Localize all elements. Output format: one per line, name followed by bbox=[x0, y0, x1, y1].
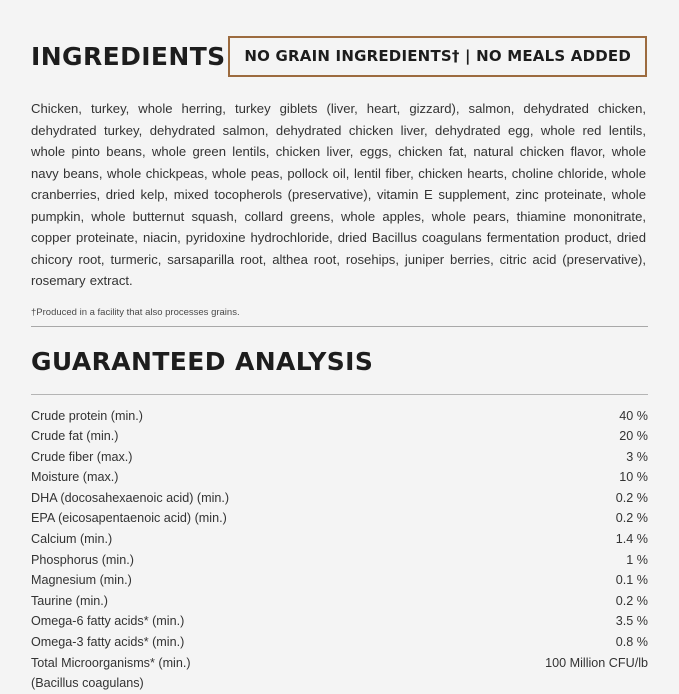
analysis-value: 0.1 % bbox=[615, 573, 648, 588]
analysis-label: Crude fat (min.) bbox=[31, 429, 119, 444]
analysis-label: Crude protein (min.) bbox=[31, 408, 143, 423]
table-row bbox=[31, 426, 648, 447]
analysis-label: DHA (docosahexaenoic acid) (min.) bbox=[31, 490, 230, 505]
analysis-value: 10 % bbox=[619, 470, 648, 485]
ingredients-text: Chicken, turkey, whole herring, turkey giblets (liver, heart, gizzard), salmon, dehydrated chicken, dehydrated turkey, dehydrated salmon, dehydrated chicken liver, dehydrated egg, whole red lentils, whole pinto beans, whole green lentils, chicken liver, eggs, chicken fat, natural chicken flavor, whole navy beans, whole chickpeas, whole peas, pollock oil, lentil fiber, chicken hearts, choline chloride, whole cranberries, dried kelp, mixed tocopherols (preservative), vitamin E supplement, zinc proteinate, whole pumpkin, whole butternut squash, collard greens, whole apples, whole pears, thiamine mononitrate, copper proteinate, niacin, pyridoxine hydrochloride, dried Bacillus coagulans fermentation product, dried chicory root, turmeric, sarsaparilla root, althea root, rosehips, juniper berries, citric acid (preservative), rosemary extract. bbox=[31, 101, 646, 288]
table-row bbox=[31, 632, 648, 653]
analysis-value: 40 % bbox=[619, 408, 648, 423]
analysis-label: Calcium (min.) bbox=[31, 532, 113, 547]
guaranteed-analysis-title: GUARANTEED ANALYSIS bbox=[31, 346, 374, 376]
analysis-label: Total Microorganisms* (min.) bbox=[31, 655, 191, 670]
analysis-value: 3.5 % bbox=[615, 614, 648, 629]
analysis-value: 0.2 % bbox=[615, 490, 648, 505]
table-row bbox=[31, 529, 648, 550]
table-row bbox=[31, 488, 648, 509]
guaranteed-analysis-note: (Bacillus coagulans) bbox=[31, 676, 144, 691]
table-row bbox=[31, 550, 648, 571]
divider bbox=[31, 326, 648, 327]
table-row bbox=[31, 611, 648, 632]
guaranteed-analysis-table bbox=[31, 406, 648, 674]
page-title: INGREDIENTS bbox=[31, 42, 226, 71]
analysis-label: Omega-3 fatty acids* (min.) bbox=[31, 635, 185, 650]
analysis-label: Omega-6 fatty acids* (min.) bbox=[31, 614, 185, 629]
analysis-label: Moisture (max.) bbox=[31, 470, 119, 485]
analysis-value: 20 % bbox=[619, 429, 648, 444]
analysis-value: 1 % bbox=[626, 552, 648, 567]
table-row bbox=[31, 508, 648, 529]
analysis-value: 0.2 % bbox=[615, 511, 648, 526]
ingredients-header bbox=[31, 36, 648, 77]
analysis-value: 0.8 % bbox=[615, 635, 648, 650]
table-row bbox=[31, 570, 648, 591]
analysis-value: 3 % bbox=[626, 449, 648, 464]
guaranteed-analysis-rows bbox=[31, 406, 648, 674]
table-row bbox=[31, 447, 648, 468]
analysis-label: Crude fiber (max.) bbox=[31, 449, 133, 464]
analysis-label: Magnesium (min.) bbox=[31, 573, 132, 588]
no-grain-badge: NO GRAIN INGREDIENTS† | NO MEALS ADDED bbox=[228, 36, 647, 77]
table-row bbox=[31, 406, 648, 427]
table-row bbox=[31, 591, 648, 612]
guaranteed-analysis-divider bbox=[31, 394, 648, 395]
analysis-value: 100 Million CFU/lb bbox=[545, 655, 648, 670]
ingredients-footnote: †Produced in a facility that also processes grains. bbox=[31, 306, 240, 318]
analysis-label: Taurine (min.) bbox=[31, 593, 108, 608]
table-row bbox=[31, 467, 648, 488]
table-row bbox=[31, 653, 648, 674]
analysis-label: Phosphorus (min.) bbox=[31, 552, 134, 567]
analysis-value: 1.4 % bbox=[615, 532, 648, 547]
analysis-value: 0.2 % bbox=[615, 593, 648, 608]
analysis-label: EPA (eicosapentaenoic acid) (min.) bbox=[31, 511, 227, 526]
